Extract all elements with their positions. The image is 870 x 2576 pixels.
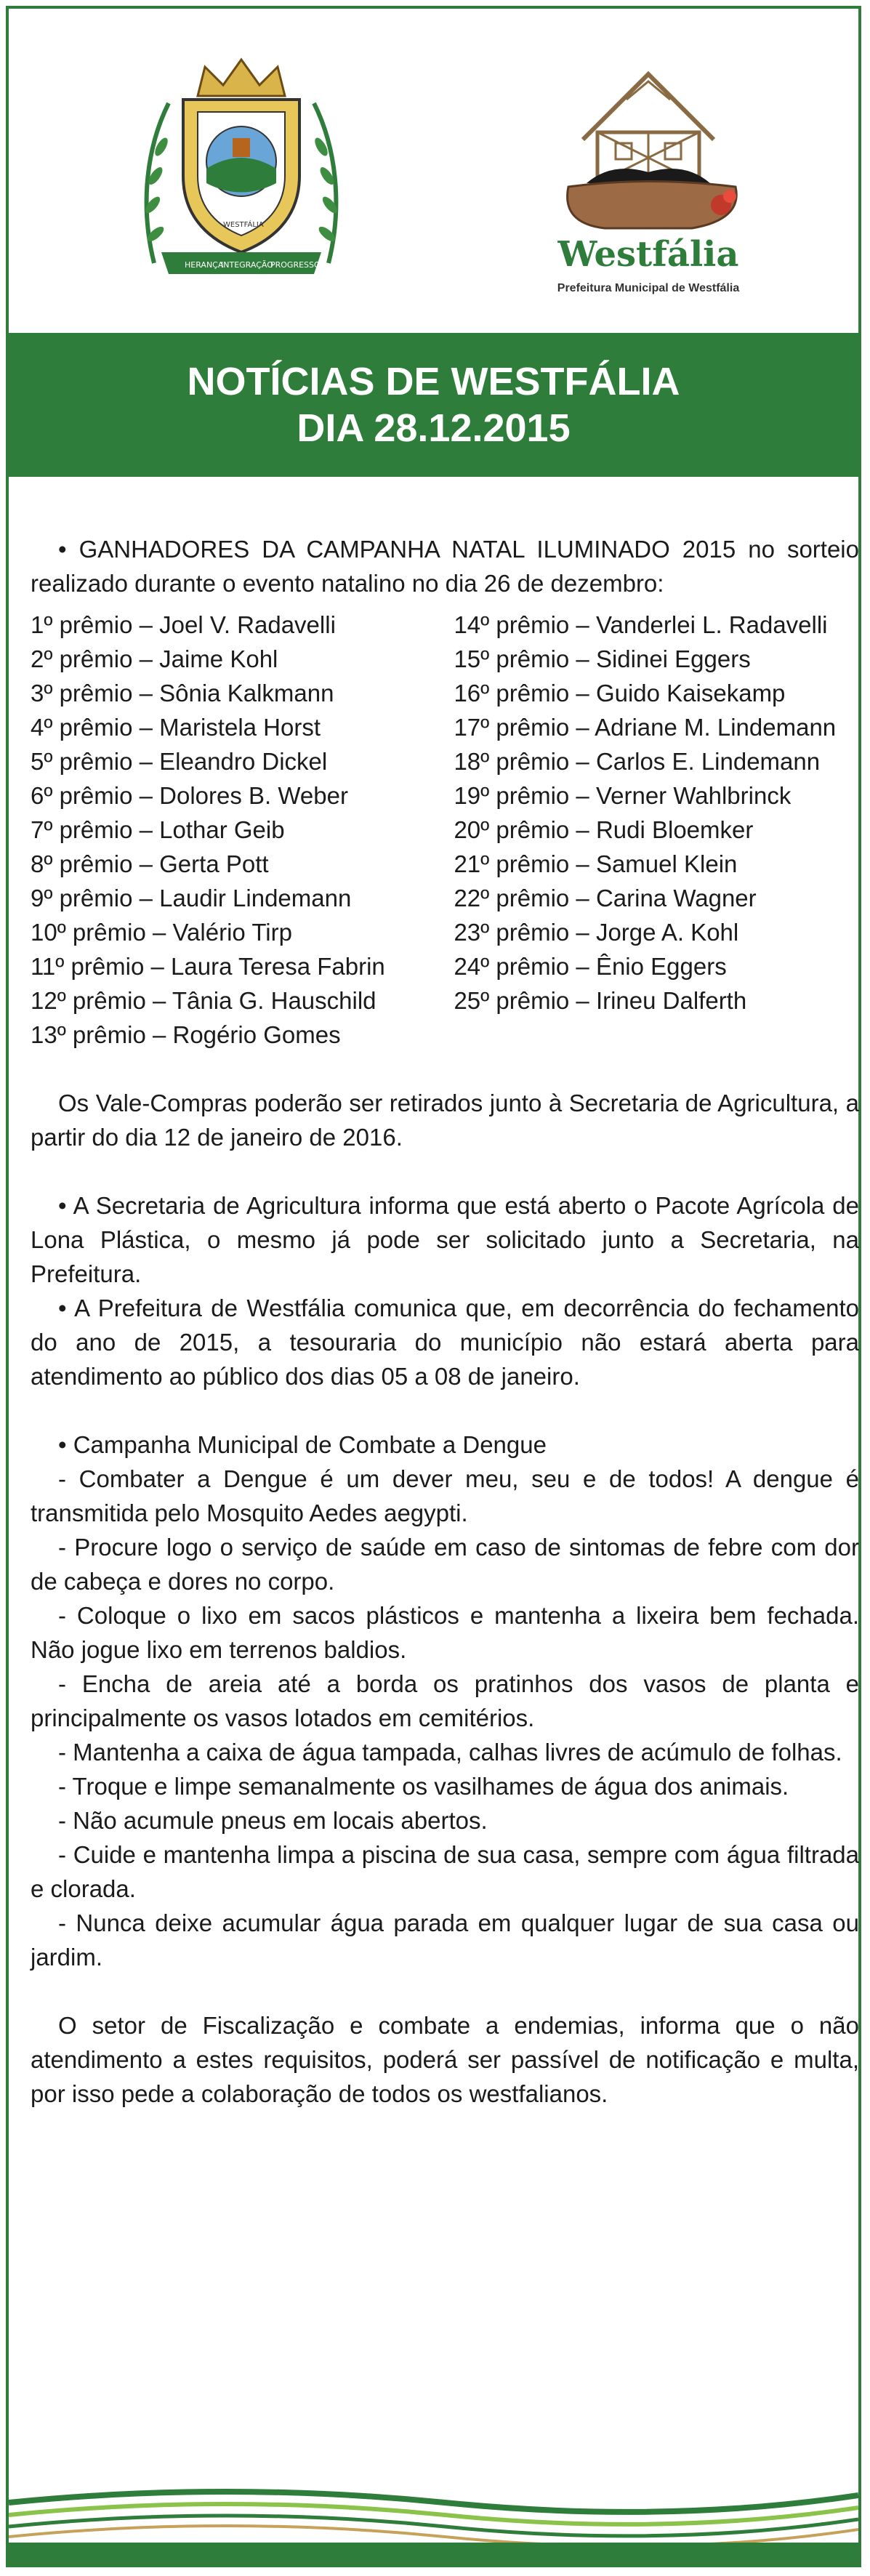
dengue-item: - Encha de areia até a borda os pratinhos dos vasos de planta e principalmente os vasos lotados em cemitérios. [31, 1670, 859, 1731]
prize-item: 17º prêmio – Adriane M. Lindemann [454, 714, 837, 741]
prize-item: 19º prêmio – Verner Wahlbrinck [454, 782, 792, 809]
dengue-item: - Combater a Dengue é um dever meu, seu e de todos! A dengue é transmitida pelo Mosquito Aedes aegypti. [31, 1465, 859, 1526]
westfalia-brand-logo [517, 60, 779, 299]
prize-item: 20º prêmio – Rudi Bloemker [454, 816, 754, 843]
prize-item: 9º prêmio – Laudir Lindemann [31, 885, 352, 911]
footer-wave-decoration [9, 2470, 858, 2564]
prize-item: 24º prêmio – Ênio Eggers [454, 953, 727, 980]
crest-ribbon-right: PROGRESSO [270, 260, 321, 270]
dengue-item: - Coloque o lixo em sacos plásticos e mantenha a lixeira bem fechada. Não jogue lixo em terrenos baldios. [31, 1602, 859, 1663]
prize-item: 10º prêmio – Valério Tirp [31, 919, 292, 946]
dengue-item: - Procure logo o serviço de saúde em caso de sintomas de febre com dor de cabeça e dores no corpo. [31, 1534, 859, 1595]
prize-item: 15º prêmio – Sidinei Eggers [454, 645, 751, 672]
brand-subtitle: Prefeitura Municipal de Westfália [557, 282, 740, 294]
municipal-crest-logo [125, 45, 358, 292]
prize-item: 6º prêmio – Dolores B. Weber [31, 782, 348, 809]
prize-item: 8º prêmio – Gerta Pott [31, 850, 269, 877]
prize-item: 23º prêmio – Jorge A. Kohl [454, 919, 739, 946]
title-banner [9, 333, 858, 477]
dengue-item: - Nunca deixe acumular água parada em qualquer lugar de sua casa ou jardim. [31, 1909, 859, 1971]
treasury-notice: • A Prefeitura de Westfália comunica que, em decorrência do fechamento do ano de 2015, a tesouraria do município não estará aberta para atendimento ao público dos dias 05 a 08 de janeiro. [31, 1295, 859, 1390]
prize-item: 18º prêmio – Carlos E. Lindemann [454, 748, 821, 775]
prize-item: 14º prêmio – Vanderlei L. Radavelli [454, 611, 828, 638]
dengue-item: - Mantenha a caixa de água tampada, calhas livres de acúmulo de folhas. [58, 1739, 842, 1766]
prize-item: 3º prêmio – Sônia Kalkmann [31, 680, 334, 707]
dengue-title: • Campanha Municipal de Combate a Dengue [58, 1431, 547, 1458]
prize-column-right [454, 608, 859, 1052]
agriculture-notice: • A Secretaria de Agricultura informa que está aberto o Pacote Agrícola de Lona Plástica, o mesmo já pode ser solicitado junto a Secretaria, na Prefeitura. [31, 1192, 859, 1287]
page-date: DIA 28.12.2015 [297, 406, 571, 450]
prize-item: 4º prêmio – Maristela Horst [31, 714, 321, 741]
dengue-item: - Não acumule pneus em locais abertos. [58, 1807, 488, 1834]
page-title: NOTÍCIAS DE WESTFÁLIA [187, 360, 680, 403]
dengue-item: - Cuide e mantenha limpa a piscina de sua casa, sempre com água filtrada e clorada. [31, 1841, 859, 1902]
prize-item: 21º prêmio – Samuel Klein [454, 850, 738, 877]
dengue-item: - Troque e limpe semanalmente os vasilhames de água dos animais. [58, 1773, 789, 1800]
prize-item: 7º prêmio – Lothar Geib [31, 816, 285, 843]
header-logos [9, 9, 858, 329]
prize-item: 25º prêmio – Irineu Dalferth [454, 987, 747, 1014]
newsletter-frame [6, 6, 861, 2567]
prize-item: 12º prêmio – Tânia G. Hauschild [31, 987, 376, 1014]
prize-item: 22º prêmio – Carina Wagner [454, 885, 757, 911]
prize-item: 1º prêmio – Joel V. Radavelli [31, 611, 336, 638]
prize-column-left [31, 608, 454, 1052]
voucher-note: Os Vale-Compras poderão ser retirados junto à Secretaria de Agricultura, a partir do dia 12 de janeiro de 2016. [31, 1090, 859, 1151]
crest-band-text: WESTFÁLIA [223, 221, 264, 229]
prize-item: 16º prêmio – Guido Kaisekamp [454, 680, 786, 707]
prize-item: 5º prêmio – Eleandro Dickel [31, 748, 328, 775]
brand-name: Westfália [557, 234, 739, 275]
news-content [31, 532, 859, 2111]
timber-house-icon [517, 60, 779, 234]
crest-ribbon-center: INTEGRAÇÃO [221, 260, 273, 270]
closing-notice: O setor de Fiscalização e combate a endemias, informa que o não atendimento a estes requisitos, poderá ser passível de notificação e multa, por isso pede a colaboração de todos os westfalianos. [31, 2012, 859, 2107]
campaign-intro: • GANHADORES DA CAMPANHA NATAL ILUMINADO 2015 no sorteio realizado durante o evento natalino no dia 26 de dezembro: [31, 536, 859, 597]
prize-list [31, 608, 859, 1052]
prize-item: 13º prêmio – Rogério Gomes [31, 1021, 341, 1048]
prize-item: 2º prêmio – Jaime Kohl [31, 645, 278, 672]
prize-item: 11º prêmio – Laura Teresa Fabrin [31, 953, 385, 980]
crest-ribbon-left: HERANÇA [185, 260, 224, 270]
